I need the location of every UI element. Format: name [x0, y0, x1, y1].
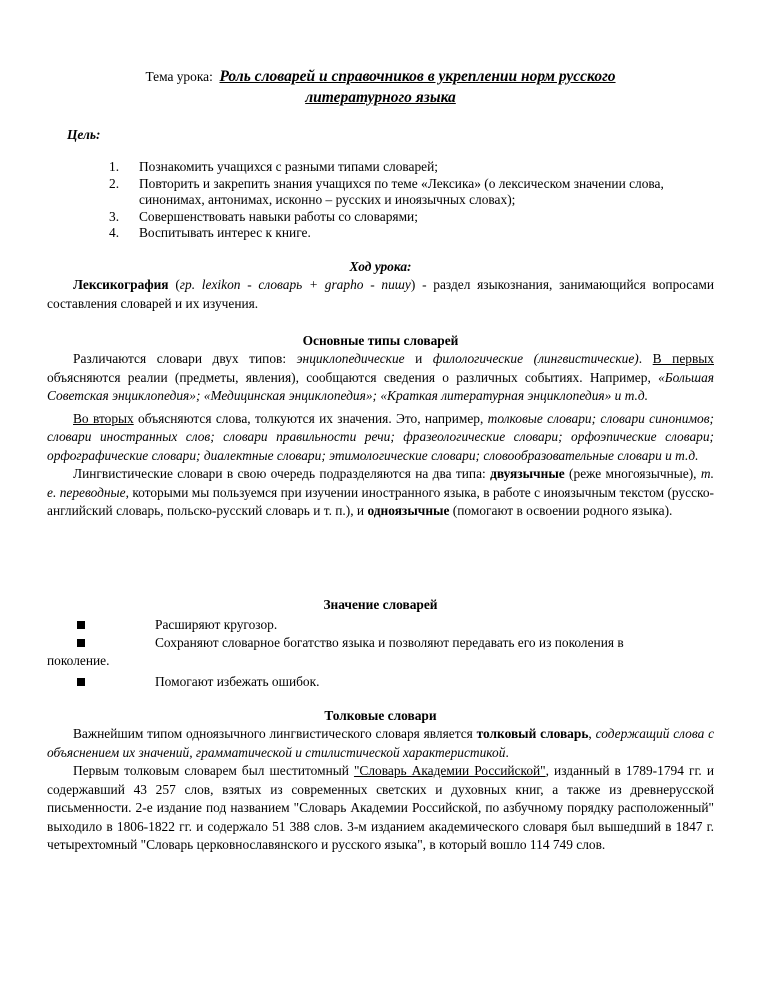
text-run: Лингвистические словари в свою очередь подразделяются на два типа:	[73, 466, 491, 481]
term-lexicography: Лексикография	[73, 277, 169, 292]
text-run: Первым толковым словарем был шеститомный	[73, 763, 354, 778]
text-run: энциклопедические	[296, 351, 405, 366]
text-run: содержащий слова с объяснением их значений, грамматической и стилистической характеристикой	[47, 726, 715, 760]
square-bullet-icon	[77, 678, 85, 686]
text-run: толковые словари; словари синонимов; словари иностранных слов; словари правильности речи; фразеологические словари; орфоэпические словари; орфографические словари; диалектные словари; этимологические словари; словообразовательные словари и т.д.	[47, 410, 714, 463]
goal-number: 3.	[109, 208, 120, 224]
text-run: (реже многоязычные),	[564, 466, 701, 481]
text-run: В первых	[652, 351, 714, 366]
paren-open: (	[175, 277, 180, 292]
goal-heading: Цель:	[67, 127, 101, 142]
text-run: «Большая Советская энциклопедия»; «Медицинская энциклопедия»; «Краткая литературная энциклопедия» и т.д.	[47, 369, 714, 403]
text-run: толковый словарь	[476, 726, 589, 741]
explanatory-paragraph-2	[47, 762, 714, 855]
text-run: .	[505, 744, 509, 760]
bullet-text: Расширяют кругозор.	[155, 617, 278, 632]
lesson-topic	[47, 66, 714, 108]
etymology: гр. lexikon - словарь + grapho - пишу	[179, 277, 411, 292]
goal-item	[109, 225, 714, 242]
bullet-text: Сохраняют словарное богатство языка и позволяют передавать его из поколения в	[155, 635, 624, 650]
goal-number: 1.	[109, 159, 120, 174]
bullet-item	[47, 673, 714, 691]
text-run: Во вторых	[73, 410, 134, 426]
text-run: "Словарь Академии Российской"	[353, 763, 546, 778]
explanatory-paragraph-1	[47, 725, 714, 762]
text-run: .	[638, 351, 653, 366]
bullet-item	[47, 616, 714, 634]
text-run: и	[404, 351, 433, 366]
types-heading: Основные типы словарей	[302, 333, 459, 348]
goal-text: Совершенствовать навыки работы со словарями;	[139, 208, 418, 224]
goal-item	[109, 209, 714, 226]
topic-label: Тема урока:	[145, 69, 213, 84]
text-run: т. е. переводные	[47, 466, 715, 500]
goal-list	[109, 159, 714, 242]
goal-text: Воспитывать интерес к книге.	[139, 225, 311, 240]
explanatory-section	[47, 707, 714, 855]
text-run: объясняются слова, толкуются их значения. Это, например,	[133, 410, 488, 426]
goal-item	[109, 176, 714, 209]
lesson-heading: Ход урока:	[349, 259, 412, 274]
goal-text: Повторить и закрепить знания учащихся по теме «Лексика» (о лексическом значении слова, синонимах, антонимах, исконно – русских и иноязычных словах);	[139, 175, 664, 207]
explanatory-heading: Толковые словари	[324, 708, 437, 723]
text-run: (помогают в освоении родного языка).	[449, 503, 673, 518]
meaning-section	[47, 596, 714, 691]
definition-text: ) - раздел языкознания, занимающийся вопросами составления словарей и их изучения.	[47, 277, 714, 311]
square-bullet-icon	[77, 621, 85, 629]
text-run: объясняются реалии (предметы, явления), сообщаются сведения о различных событиях. Например,	[47, 369, 659, 385]
types-paragraph-2	[47, 410, 714, 466]
meaning-heading: Значение словарей	[323, 597, 438, 612]
lexicography-paragraph	[47, 276, 714, 313]
text-run: одноязычные	[367, 503, 450, 518]
text-run: ,	[588, 726, 596, 741]
text-run: , изданный в 1789-1794 гг. и содержавший 43 257 слов, взятых из современных светских и духовных книг, а также из древнерусской письменности. 2-е издание под названием "Словарь Академии Российской, по азбучному порядку расположенный" выходило в 1806-1822 гг. и содержало 51 388 слов. 3-м изданием академического словаря был вышедший в 1847 г. четырехтомный "Словарь церковнославянского и русского языка", в который вошло 114 749 слов.	[47, 763, 714, 852]
topic-title-line2: литературного языка	[305, 89, 456, 106]
lesson-section	[47, 258, 714, 313]
types-paragraph-3	[47, 465, 714, 521]
goal-number: 2.	[109, 175, 120, 191]
text-run: Важнейшим типом одноязычного лингвистического словаря является	[73, 726, 477, 741]
bullet-text-continuation: поколение.	[47, 653, 110, 668]
bullet-text: Помогают избежать ошибок.	[155, 674, 320, 689]
text-run: , которыми мы пользуемся при изучении иностранного языка, в работе с иноязычным текстом (русско-английский словарь, польско-русский словарь и т. п.), и	[47, 484, 714, 518]
text-run: Различаются словари двух типов:	[73, 351, 297, 366]
types-paragraph-1	[47, 350, 714, 406]
types-section	[47, 332, 714, 521]
square-bullet-icon	[77, 639, 85, 647]
topic-title-line1: Роль словарей и справочников в укреплении норм русского	[219, 68, 616, 85]
text-run: филологические (лингвистические)	[432, 351, 639, 366]
goal-number: 4.	[109, 225, 120, 240]
bullet-item	[47, 634, 714, 652]
goal-text: Познакомить учащихся с разными типами словарей;	[139, 159, 439, 174]
text-run: двуязычные	[490, 466, 565, 481]
goal-item	[109, 159, 714, 176]
